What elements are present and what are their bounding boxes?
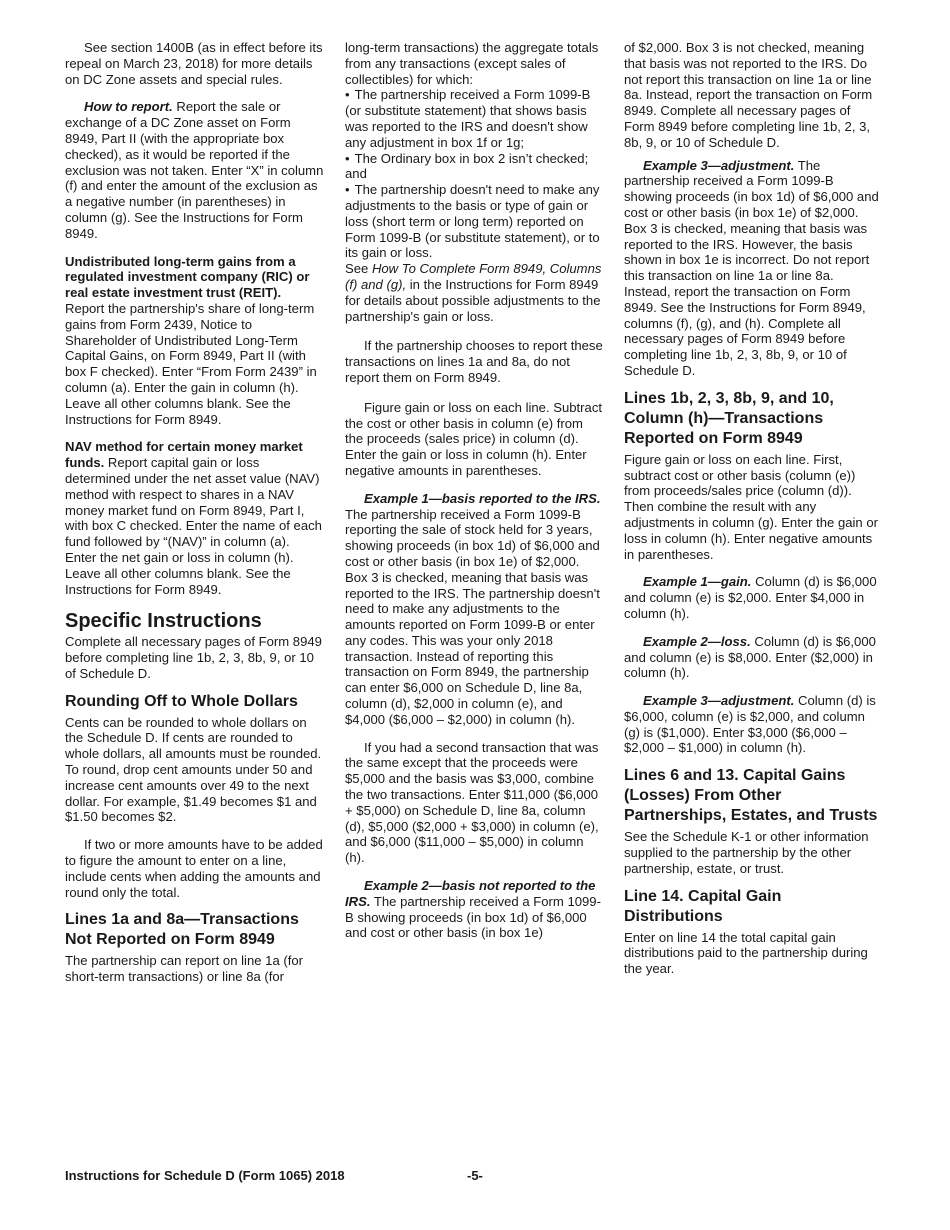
paragraph-example-loss <box>624 634 883 681</box>
paragraph-how-to-report <box>65 99 324 241</box>
paragraph: Enter on line 14 the total capital gain distributions paid to the partnership during the year. <box>624 929 868 977</box>
paragraph-example-gain <box>624 574 883 621</box>
paragraph-example-1 <box>345 491 604 728</box>
paragraph: If the partnership chooses to report these transactions on lines 1a and 8a, do not report them on Form 8949. <box>345 338 603 385</box>
paragraph-see-also <box>345 261 604 324</box>
section-heading-specific-instructions: Specific Instructions <box>65 610 262 633</box>
paragraph: Complete all necessary pages of Form 8949 before completing line 1b, 2, 3, 8b, 9, or 10 of Schedule D. <box>65 634 322 681</box>
paragraph-text: The partnership received a Form 1099-B reporting the sale of stock held for 3 years, showing proceeds (in box 1d) of $6,000 and cost or other basis (in box 1e) of $2,000. Box 3 is checked, meaning that basis was reported to the IRS. The partnership doesn't need to make any adjustments to the amounts reported on Form 1099-B or enter any codes. This was your only 2018 transaction. Instead of reporting this transaction on Form 8949, the partnership can enter $6,000 on Schedule D, line 8a, column (d), $2,000 in column (e), and $4,000 ($6,000 – $2,000) in column (h). <box>345 506 600 727</box>
footer-title: Instructions for Schedule D (Form 1065) 2018 <box>65 1168 345 1183</box>
paragraph-text: See <box>345 261 372 277</box>
section-heading-line-14: Line 14. Capital Gain Distributions <box>624 887 782 925</box>
page-number: -5- <box>467 1168 483 1183</box>
paragraph-example-adjustment <box>624 693 883 756</box>
paragraph: Cents can be rounded to whole dollars on the Schedule D. If cents are rounded to whole dollars, all amounts must be rounded. To round, drop cent amounts under 50 and increase cent amounts over 49 to the next dollar. For example, $1.49 becomes $1 and $1.50 becomes $2. <box>65 714 322 825</box>
paragraph-example-3 <box>624 158 883 379</box>
paragraph-text: Report the sale or exchange of a DC Zone asset on Form 8949, Part II (with the appropriate box checked), as it would be reported if the exclusion was not taken. Enter “X” in column (f) and enter the amount of the exclusion as a negative number (in parentheses) in column (g). See the Instructions for Form 8949. <box>65 99 324 241</box>
paragraph: of $2,000. Box 3 is not checked, meaning that basis was not reported to the IRS. Do not report this transaction on line 1a or line 8a. Instead, report the transaction on Form 8949. Complete all necessary pages of Form 8949 before completing line 1b, 2, 3, 8b, 9, or 10 of Schedule D. <box>624 40 873 150</box>
list-item: • The Ordinary box in box 2 isn’t checked; and <box>345 151 604 183</box>
paragraph-text: Report the partnership's share of long-term gains from Form 2439, Notice to Shareholder of Undistributed Long-Term Capital Gains, on Form 8949, Part II (with box F checked). Enter “From Form 2439” in column (a). Enter the gain in column (h). Leave all other columns blank. See the Instructions for Form 8949. <box>65 300 317 427</box>
section-heading-lines-1b: Lines 1b, 2, 3, 8b, 9, and 10, Column (h)—Transactions Reported on Form 8949 <box>624 389 834 447</box>
cross-reference: How To Complete Form 8949, Columns (f) and (g), <box>345 261 602 292</box>
run-in-heading: Example 3—adjustment. <box>643 693 795 709</box>
paragraph: Figure gain or loss on each line. Subtract the cost or other basis in column (e) from the proceeds (sales price) in column (d). Enter the gain or loss in column (h). Enter negative amounts in parentheses. <box>345 399 603 478</box>
paragraph: If two or more amounts have to be added to figure the amount to enter on a line, include cents when adding the amounts and round only the total. <box>65 837 323 900</box>
paragraph: See the Schedule K-1 or other information supplied to the partnership by the other partnership, estate, or trust. <box>624 829 869 876</box>
list-item: • The partnership doesn't need to make any adjustments to the basis or type of gain or loss (short term or long term) reported on Form 1099-B (or substitute statement), or to its gain or loss. <box>345 182 604 261</box>
column-left <box>65 40 324 992</box>
paragraph-text: The partnership received a Form 1099-B showing proceeds (in box 1d) of $6,000 and cost or other basis (in box 1e) of $2,000. Box 3 is checked, meaning that basis was reported to the IRS. However, the basis shown in box 1e is incorrect. Do not report this transaction on line 1a or line 8a. Instead, report the transaction on Form 8949. See the Instructions for Form 8949, columns (f), (g), and (h). Complete all necessary pages of Form 8949 before completing line 1b, 2, 3, 8b, 9, or 10 of Schedule D. <box>624 157 879 378</box>
paragraph-text: in the Instructions for Form 8949 for details about possible adjustments to the partnership's gain or loss. <box>345 276 601 324</box>
section-heading-rounding: Rounding Off to Whole Dollars <box>65 692 298 710</box>
paragraph-undistributed-gains <box>65 254 324 428</box>
paragraph: See section 1400B (as in effect before its repeal on March 23, 2018) for more details on DC Zone assets and special rules. <box>65 40 323 87</box>
section-heading-lines-1a-8a: Lines 1a and 8a—Transactions Not Reported on Form 8949 <box>65 911 299 949</box>
run-in-heading: How to report. <box>84 99 173 115</box>
paragraph-example-2 <box>345 878 604 941</box>
run-in-heading: NAV method for certain money market funds. <box>65 439 303 471</box>
run-in-heading: Example 3—adjustment. <box>643 157 795 173</box>
paragraph: If you had a second transaction that was the same except that the proceeds were $5,000 and the basis was $3,000, combine the two transactions. Enter $11,000 ($6,000 + $5,000) on Schedule D, line 8a, column (d), $5,000 ($2,000 + $3,000) in column (e), and $6,000 ($11,000 – $5,000) in column (h). <box>345 739 599 866</box>
paragraph-text: Report capital gain or loss determined under the net asset value (NAV) method with respect to shares in a NAV money market fund on Form 8949, Part I, with box C checked. Enter the name of each fund followed by “(NAV)” in column (a). Enter the net gain or loss in column (h). Leave all other columns blank. See the Instructions for Form 8949. <box>65 455 322 597</box>
column-middle <box>345 40 604 948</box>
list-item: • The partnership received a Form 1099-B (or substitute statement) that shows basis was reported to the IRS and doesn't show any adjustment in box 1f or 1g; <box>345 87 604 150</box>
paragraph: Figure gain or loss on each line. First, subtract cost or other basis (column (e)) from proceeds/sales price (column (d)). Then combine the result with any adjustments in column (g). Enter the gain or loss in column (h). Enter negative amounts in parentheses. <box>624 451 878 562</box>
run-in-heading: Example 2—loss. <box>643 633 751 649</box>
run-in-heading: Example 2—basis not reported to the IRS. <box>345 878 596 909</box>
run-in-heading: Example 1—gain. <box>643 574 752 590</box>
run-in-heading: Example 1—basis reported to the IRS. <box>364 490 601 506</box>
paragraph-nav-method <box>65 439 324 597</box>
paragraph: long-term transactions) the aggregate totals from any transactions (except sales of collectibles) for which: <box>345 40 599 87</box>
section-heading-lines-6-13: Lines 6 and 13. Capital Gains (Losses) From Other Partnerships, Estates, and Trusts <box>624 767 878 825</box>
paragraph: The partnership can report on line 1a (for short-term transactions) or line 8a (for <box>65 953 304 985</box>
run-in-heading: Undistributed long-term gains from a regulated investment company (RIC) or real estate investment trust (REIT). <box>65 253 310 301</box>
paragraph-text: Column (d) is $6,000 and column (e) is $8,000. Enter ($2,000) in column (h). <box>624 633 876 681</box>
paragraph-text: Column (d) is $6,000 and column (e) is $2,000. Enter $4,000 in column (h). <box>624 574 877 621</box>
column-right <box>624 40 883 984</box>
paragraph-text: Column (d) is $6,000, column (e) is $2,000, and column (g) is ($1,000). Enter $3,000 ($6,000 – $2,000 – $1,000) in column (h). <box>624 693 876 756</box>
paragraph-text: The partnership received a Form 1099-B showing proceeds (in box 1d) of $6,000 and cost or other basis (in box 1e) <box>345 893 601 941</box>
